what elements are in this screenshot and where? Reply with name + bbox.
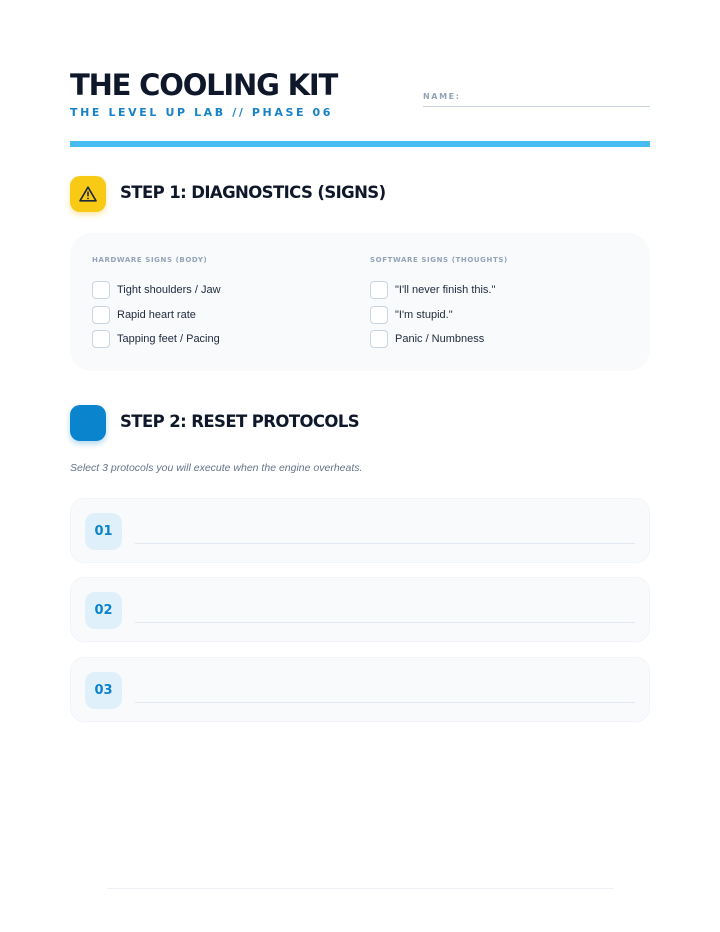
software-sign-item[interactable]	[370, 306, 453, 324]
protocol-row	[70, 498, 650, 563]
checkbox-label: Panic / Numbness	[395, 333, 485, 345]
protocol-input-line[interactable]	[135, 702, 635, 703]
hardware-signs-heading: HARDWARE SIGNS (BODY)	[92, 256, 208, 264]
step2-title: STEP 2: RESET PROTOCOLS	[120, 412, 360, 431]
page-title: THE COOLING KIT	[70, 68, 338, 102]
protocol-row	[70, 657, 650, 722]
software-signs-heading: SOFTWARE SIGNS (THOUGHTS)	[370, 256, 508, 264]
checkbox-label: Tight shoulders / Jaw	[117, 284, 221, 296]
checkbox[interactable]	[92, 306, 110, 324]
page-subtitle: THE LEVEL UP LAB // PHASE 06	[70, 106, 334, 119]
step2-badge-icon	[70, 405, 106, 441]
protocol-number: 02	[85, 592, 122, 629]
checkbox-label: "I'll never finish this."	[395, 284, 496, 296]
checkbox-label: Rapid heart rate	[117, 309, 196, 321]
diagnostics-panel	[70, 233, 650, 371]
warning-triangle-icon	[70, 176, 106, 212]
protocol-number: 01	[85, 513, 122, 550]
checkbox[interactable]	[370, 281, 388, 299]
protocol-number: 03	[85, 672, 122, 709]
checkbox-label: Tapping feet / Pacing	[117, 333, 220, 345]
software-sign-item[interactable]	[370, 330, 484, 348]
checkbox[interactable]	[92, 330, 110, 348]
checkbox-label: "I'm stupid."	[395, 309, 453, 321]
instruction-text: Select 3 protocols you will execute when the engine overheats.	[70, 462, 363, 474]
hardware-sign-item[interactable]	[92, 281, 221, 299]
protocol-input-line[interactable]	[135, 622, 635, 623]
checkbox[interactable]	[370, 306, 388, 324]
checkbox[interactable]	[370, 330, 388, 348]
hardware-sign-item[interactable]	[92, 306, 196, 324]
hardware-sign-item[interactable]	[92, 330, 220, 348]
protocol-row	[70, 577, 650, 642]
name-label: NAME:	[423, 92, 461, 101]
protocol-input-line[interactable]	[135, 543, 635, 544]
name-field[interactable]	[423, 106, 650, 107]
footer-divider	[107, 888, 614, 889]
header-divider	[70, 141, 650, 147]
software-sign-item[interactable]	[370, 281, 495, 299]
step1-title: STEP 1: DIAGNOSTICS (SIGNS)	[120, 183, 386, 202]
checkbox[interactable]	[92, 281, 110, 299]
